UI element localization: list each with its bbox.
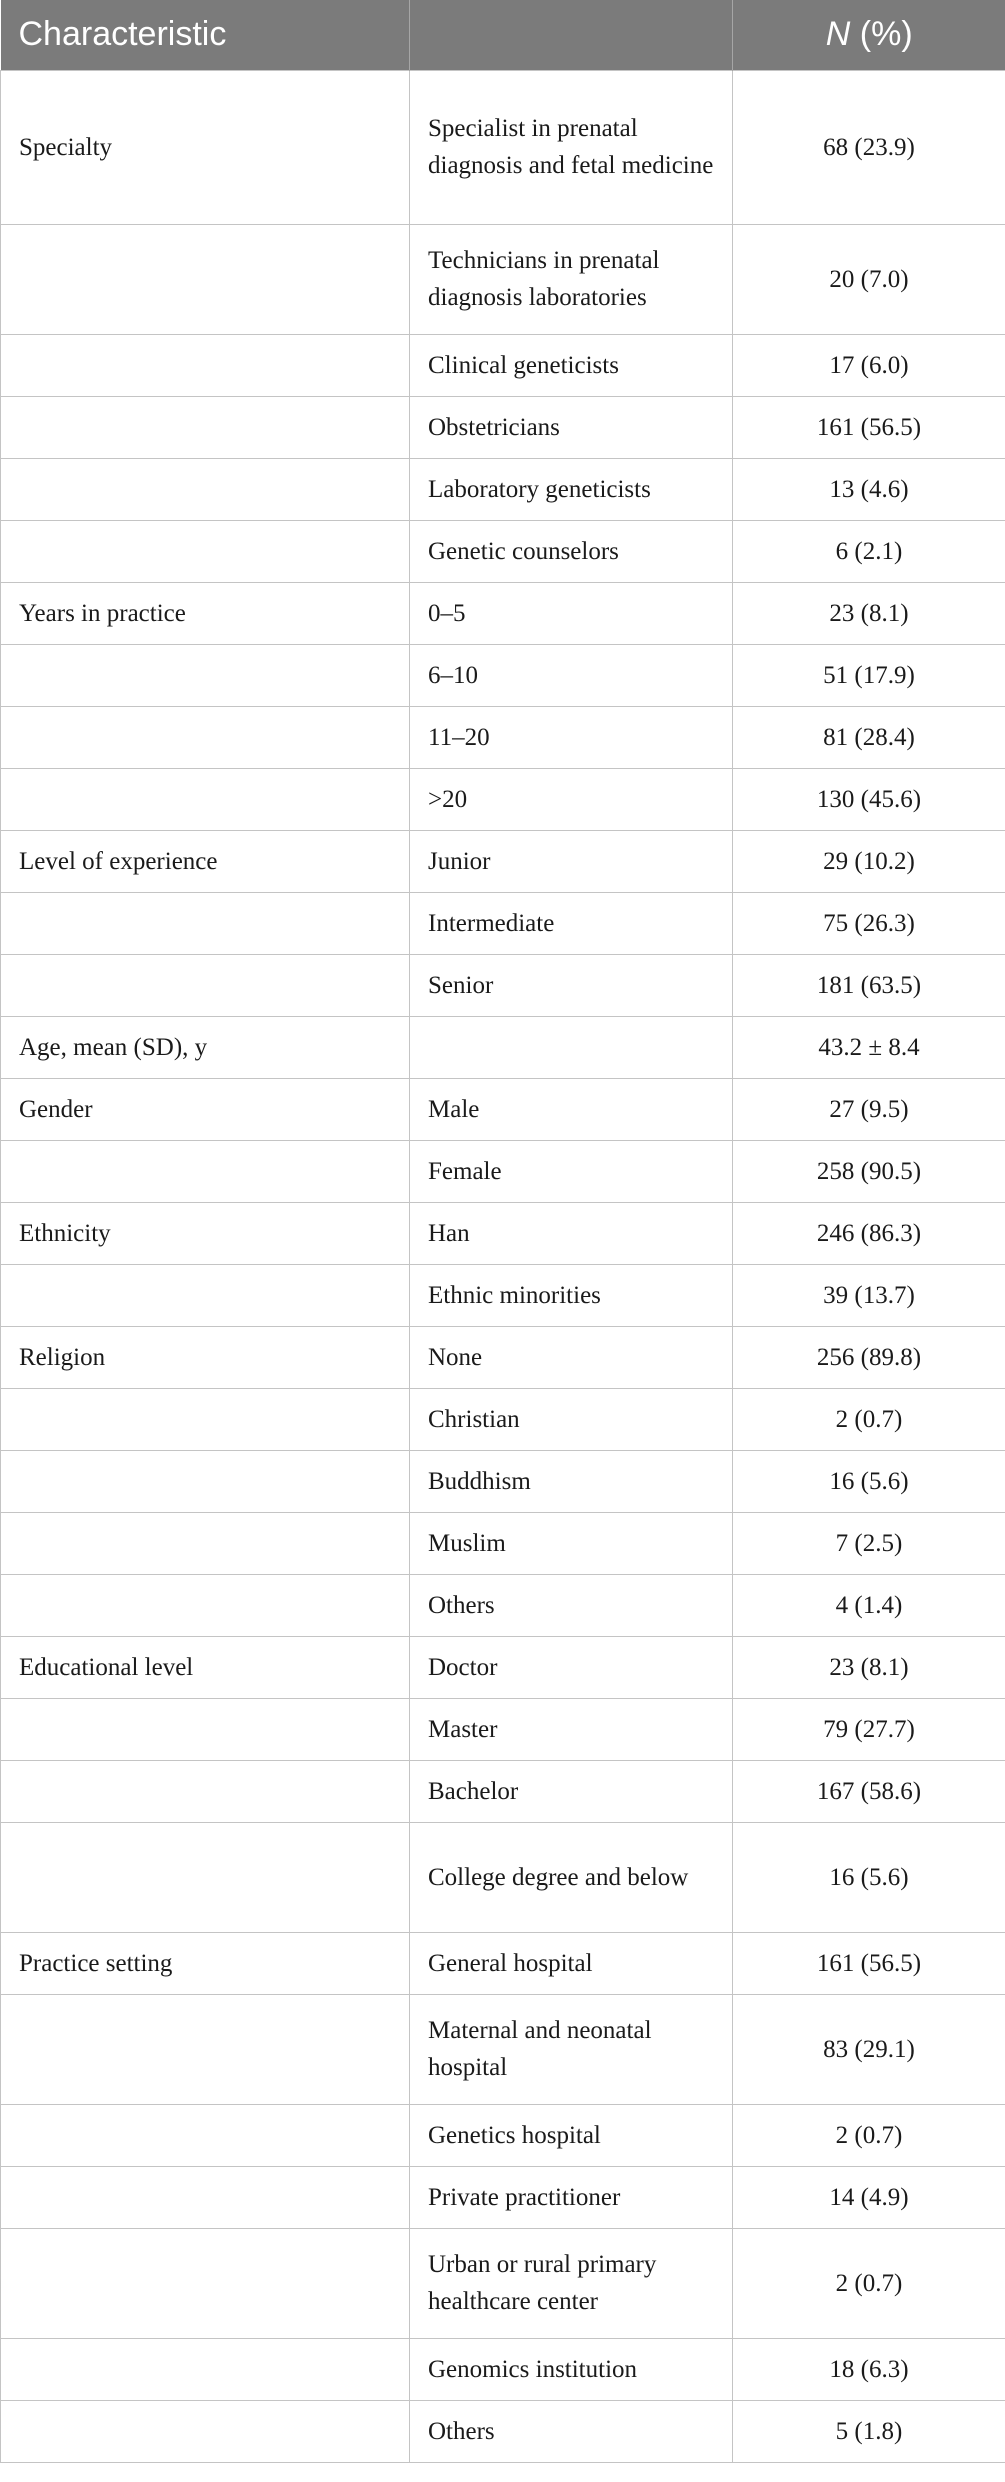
category-cell xyxy=(1,458,410,520)
category-cell xyxy=(1,1994,410,2104)
category-cell xyxy=(1,768,410,830)
category-cell xyxy=(1,2166,410,2228)
category-cell xyxy=(1,954,410,1016)
category-cell: Ethnicity xyxy=(1,1202,410,1264)
header-percent-label: (%) xyxy=(850,15,913,54)
subcategory-cell: Obstetricians xyxy=(410,396,733,458)
category-cell xyxy=(1,2400,410,2462)
value-cell: 7 (2.5) xyxy=(733,1512,1005,1574)
table-row xyxy=(1,1326,1005,1388)
category-cell: Specialty xyxy=(1,70,410,224)
category-cell xyxy=(1,892,410,954)
value-cell: 246 (86.3) xyxy=(733,1202,1005,1264)
subcategory-cell: Junior xyxy=(410,830,733,892)
subcategory-cell: Private practitioner xyxy=(410,2166,733,2228)
value-cell: 17 (6.0) xyxy=(733,334,1005,396)
subcategory-cell: Senior xyxy=(410,954,733,1016)
category-cell xyxy=(1,644,410,706)
value-cell: 181 (63.5) xyxy=(733,954,1005,1016)
header-n-percent xyxy=(733,0,1005,70)
table-row xyxy=(1,1512,1005,1574)
value-cell: 29 (10.2) xyxy=(733,830,1005,892)
table-row xyxy=(1,1264,1005,1326)
subcategory-cell: Han xyxy=(410,1202,733,1264)
subcategory-cell: College degree and below xyxy=(410,1822,733,1932)
value-cell: 81 (28.4) xyxy=(733,706,1005,768)
table-row xyxy=(1,1388,1005,1450)
value-cell: 2 (0.7) xyxy=(733,2228,1005,2338)
header-subcategory xyxy=(410,0,733,70)
category-cell xyxy=(1,224,410,334)
value-cell: 258 (90.5) xyxy=(733,1140,1005,1202)
table-row xyxy=(1,644,1005,706)
header-characteristic: Characteristic xyxy=(1,0,410,70)
header-row xyxy=(1,0,1005,70)
table-row xyxy=(1,2166,1005,2228)
category-cell xyxy=(1,1574,410,1636)
value-cell: 68 (23.9) xyxy=(733,70,1005,224)
value-cell: 23 (8.1) xyxy=(733,1636,1005,1698)
table-row xyxy=(1,224,1005,334)
category-cell: Level of experience xyxy=(1,830,410,892)
value-cell: 51 (17.9) xyxy=(733,644,1005,706)
value-cell: 83 (29.1) xyxy=(733,1994,1005,2104)
value-cell: 167 (58.6) xyxy=(733,1760,1005,1822)
category-cell: Practice setting xyxy=(1,1932,410,1994)
subcategory-cell: Female xyxy=(410,1140,733,1202)
subcategory-cell: Others xyxy=(410,1574,733,1636)
subcategory-cell: Male xyxy=(410,1078,733,1140)
table-row xyxy=(1,1932,1005,1994)
value-cell: 13 (4.6) xyxy=(733,458,1005,520)
subcategory-cell: Doctor xyxy=(410,1636,733,1698)
subcategory-cell: Laboratory geneticists xyxy=(410,458,733,520)
category-cell xyxy=(1,1760,410,1822)
value-cell: 256 (89.8) xyxy=(733,1326,1005,1388)
category-cell xyxy=(1,396,410,458)
table-row xyxy=(1,1994,1005,2104)
category-cell xyxy=(1,1450,410,1512)
subcategory-cell: Urban or rural primary healthcare center xyxy=(410,2228,733,2338)
category-cell: Educational level xyxy=(1,1636,410,1698)
table-row xyxy=(1,1140,1005,1202)
table-row xyxy=(1,706,1005,768)
subcategory-cell: Others xyxy=(410,2400,733,2462)
subcategory-cell: Genomics institution xyxy=(410,2338,733,2400)
category-cell: Gender xyxy=(1,1078,410,1140)
category-cell xyxy=(1,1388,410,1450)
value-cell: 20 (7.0) xyxy=(733,224,1005,334)
table-row xyxy=(1,582,1005,644)
value-cell: 161 (56.5) xyxy=(733,396,1005,458)
table-row xyxy=(1,2400,1005,2462)
subcategory-cell: 11–20 xyxy=(410,706,733,768)
table-row xyxy=(1,1016,1005,1078)
table-row xyxy=(1,334,1005,396)
subcategory-cell: Master xyxy=(410,1698,733,1760)
subcategory-cell: 6–10 xyxy=(410,644,733,706)
table-row xyxy=(1,1698,1005,1760)
category-cell xyxy=(1,1822,410,1932)
table-row xyxy=(1,830,1005,892)
value-cell: 5 (1.8) xyxy=(733,2400,1005,2462)
value-cell: 16 (5.6) xyxy=(733,1450,1005,1512)
table-row xyxy=(1,2228,1005,2338)
value-cell: 6 (2.1) xyxy=(733,520,1005,582)
subcategory-cell: General hospital xyxy=(410,1932,733,1994)
subcategory-cell: Technicians in prenatal diagnosis laboratories xyxy=(410,224,733,334)
subcategory-cell: >20 xyxy=(410,768,733,830)
table-row xyxy=(1,1078,1005,1140)
subcategory-cell: Genetic counselors xyxy=(410,520,733,582)
value-cell: 75 (26.3) xyxy=(733,892,1005,954)
value-cell: 23 (8.1) xyxy=(733,582,1005,644)
table-row xyxy=(1,520,1005,582)
value-cell: 130 (45.6) xyxy=(733,768,1005,830)
table-row xyxy=(1,458,1005,520)
category-cell: Age, mean (SD), y xyxy=(1,1016,410,1078)
table-row xyxy=(1,70,1005,224)
table-row xyxy=(1,1636,1005,1698)
subcategory-cell: Clinical geneticists xyxy=(410,334,733,396)
category-cell xyxy=(1,1698,410,1760)
table-row xyxy=(1,1822,1005,1932)
table-row xyxy=(1,768,1005,830)
category-cell xyxy=(1,2104,410,2166)
value-cell: 16 (5.6) xyxy=(733,1822,1005,1932)
subcategory-cell: 0–5 xyxy=(410,582,733,644)
category-cell xyxy=(1,334,410,396)
table-row xyxy=(1,396,1005,458)
subcategory-cell: Ethnic minorities xyxy=(410,1264,733,1326)
table-row xyxy=(1,1450,1005,1512)
table-row xyxy=(1,1760,1005,1822)
subcategory-cell: None xyxy=(410,1326,733,1388)
header-n-label: N xyxy=(825,15,851,54)
value-cell: 39 (13.7) xyxy=(733,1264,1005,1326)
value-cell: 161 (56.5) xyxy=(733,1932,1005,1994)
value-cell: 27 (9.5) xyxy=(733,1078,1005,1140)
value-cell: 2 (0.7) xyxy=(733,2104,1005,2166)
category-cell: Years in practice xyxy=(1,582,410,644)
subcategory-cell: Buddhism xyxy=(410,1450,733,1512)
category-cell xyxy=(1,2338,410,2400)
table-row xyxy=(1,2104,1005,2166)
subcategory-cell: Intermediate xyxy=(410,892,733,954)
category-cell xyxy=(1,1140,410,1202)
value-cell: 18 (6.3) xyxy=(733,2338,1005,2400)
table-row xyxy=(1,2338,1005,2400)
table-row xyxy=(1,1202,1005,1264)
table-row xyxy=(1,954,1005,1016)
category-cell xyxy=(1,1264,410,1326)
table-row xyxy=(1,1574,1005,1636)
category-cell xyxy=(1,706,410,768)
category-cell: Religion xyxy=(1,1326,410,1388)
table-row xyxy=(1,892,1005,954)
subcategory-cell: Specialist in prenatal diagnosis and fetal medicine xyxy=(410,70,733,224)
subcategory-cell: Christian xyxy=(410,1388,733,1450)
subcategory-cell: Genetics hospital xyxy=(410,2104,733,2166)
category-cell xyxy=(1,2228,410,2338)
value-cell: 2 (0.7) xyxy=(733,1388,1005,1450)
category-cell xyxy=(1,520,410,582)
value-cell: 79 (27.7) xyxy=(733,1698,1005,1760)
subcategory-cell: Bachelor xyxy=(410,1760,733,1822)
value-cell: 4 (1.4) xyxy=(733,1574,1005,1636)
value-cell: 14 (4.9) xyxy=(733,2166,1005,2228)
subcategory-cell: Muslim xyxy=(410,1512,733,1574)
subcategory-cell xyxy=(410,1016,733,1078)
value-cell: 43.2 ± 8.4 xyxy=(733,1016,1005,1078)
category-cell xyxy=(1,1512,410,1574)
subcategory-cell: Maternal and neonatal hospital xyxy=(410,1994,733,2104)
